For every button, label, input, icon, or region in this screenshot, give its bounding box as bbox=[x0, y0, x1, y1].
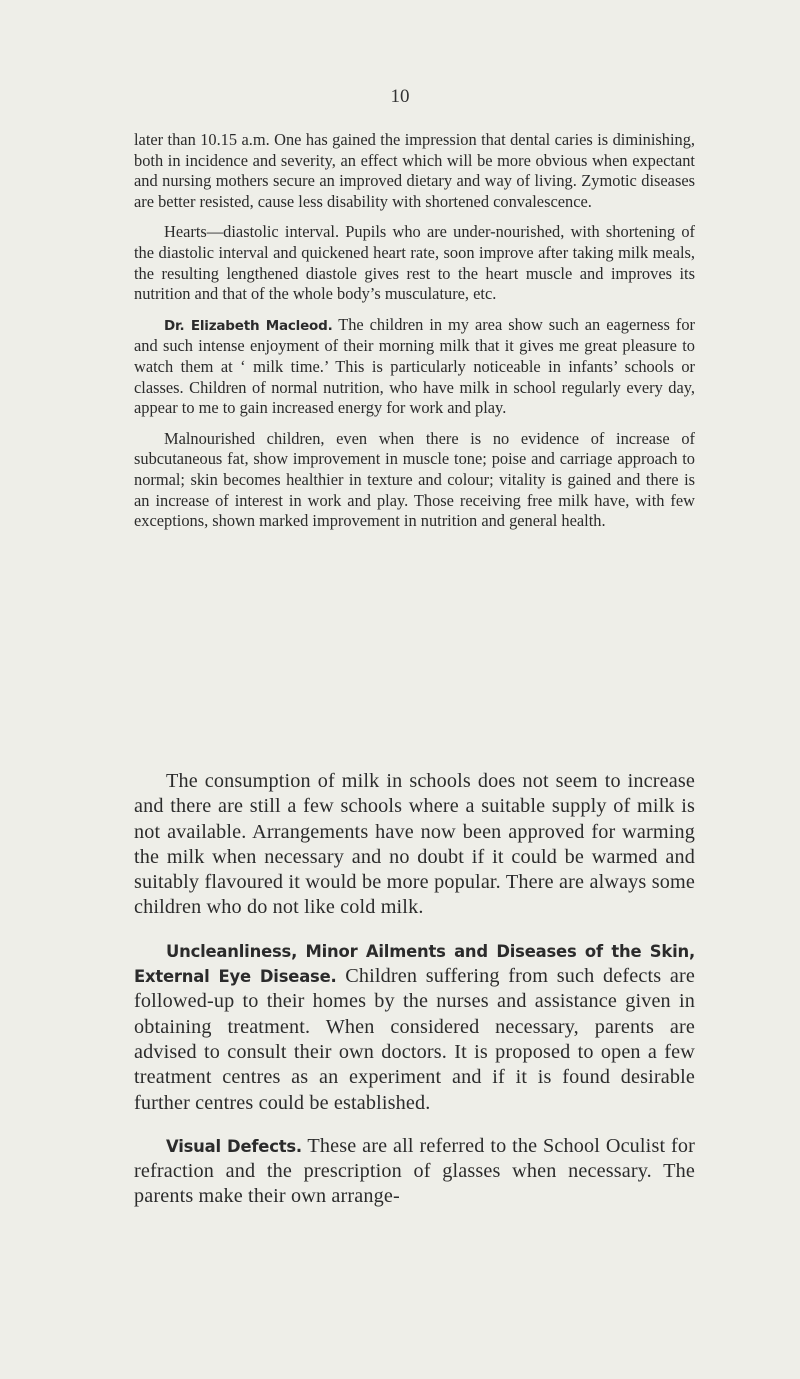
large-print-section bbox=[134, 769, 695, 1228]
page-number: 10 bbox=[390, 86, 410, 107]
paragraph-dental-caries bbox=[134, 130, 695, 212]
paragraph-dr-macleod bbox=[134, 315, 695, 419]
paragraph-text: later than 10.15 a.m. One has gained the impression that dental caries is diminishing, both in incidence and severity, an effect which will be more obvious when expectant and nursing mothers secure an improved dietary and way of living. Zymotic diseases are better resisted, cause less disability with shortened convalescence. bbox=[134, 130, 695, 211]
paragraph-milk-consumption bbox=[134, 769, 695, 921]
paragraph-visual-defects bbox=[134, 1134, 695, 1210]
paragraph-text: The consumption of milk in schools does not seem to increase and there are still a few schools where a suitable supply of milk is not available. Arrangements have now been approved for warming the milk when necessary and no doubt if it could be warmed and suitably flavoured it would be more popular. There are always some children who do not like cold milk. bbox=[134, 770, 695, 919]
paragraph-text: The children in my area show such an eagerness for and such intense enjoyment of their morning milk that it gives me great pleasure to watch them at ‘ milk time.’ This is particularly noticeable in infants’ schools or classes. Children of normal nutrition, who have milk in school regularly every day, appear to me to gain increased energy for work and play. bbox=[134, 314, 695, 418]
paragraph-heading: Uncleanliness, Minor Ailments and Diseases of the Skin, External Eye Disease. bbox=[134, 941, 695, 987]
paragraph-malnourished bbox=[134, 429, 695, 532]
paragraph-text: Hearts—diastolic interval. Pupils who are under-nourished, with shortening of the diastolic interval and quickened heart rate, soon improve after taking milk meals, the resulting lengthened diastole gives rest to the heart muscle and improves its nutrition and that of the whole body’s musculature, etc. bbox=[134, 222, 695, 304]
small-print-section bbox=[134, 130, 695, 542]
paragraph-hearts bbox=[134, 222, 695, 304]
paragraph-text: These are all referred to the School Oculist for refraction and the prescription of glasses when necessary. The parents make their own arrange- bbox=[134, 1134, 695, 1208]
paragraph-uncleanliness bbox=[134, 939, 695, 1116]
paragraph-text: Malnourished children, even when there is no evidence of increase of subcutaneous fat, show improvement in muscle tone; poise and carriage approach to normal; skin becomes healthier in texture and colour; vitality is gained and there is an increase of interest in work and play. Those receiving free milk have, with few exceptions, shown marked improvement in nutrition and general health. bbox=[134, 428, 695, 531]
paragraph-text: Children suffering from such defects are followed-up to their homes by the nurses and assistance given in obtaining treatment. When considered necessary, parents are advised to consult their own doctors. It is proposed to open a few treatment centres as an experiment and if it is found desirable further centres could be established. bbox=[134, 965, 695, 1114]
paragraph-heading: Visual Defects. bbox=[166, 1136, 302, 1156]
paragraph-heading: Dr. Elizabeth Macleod. bbox=[164, 317, 333, 334]
